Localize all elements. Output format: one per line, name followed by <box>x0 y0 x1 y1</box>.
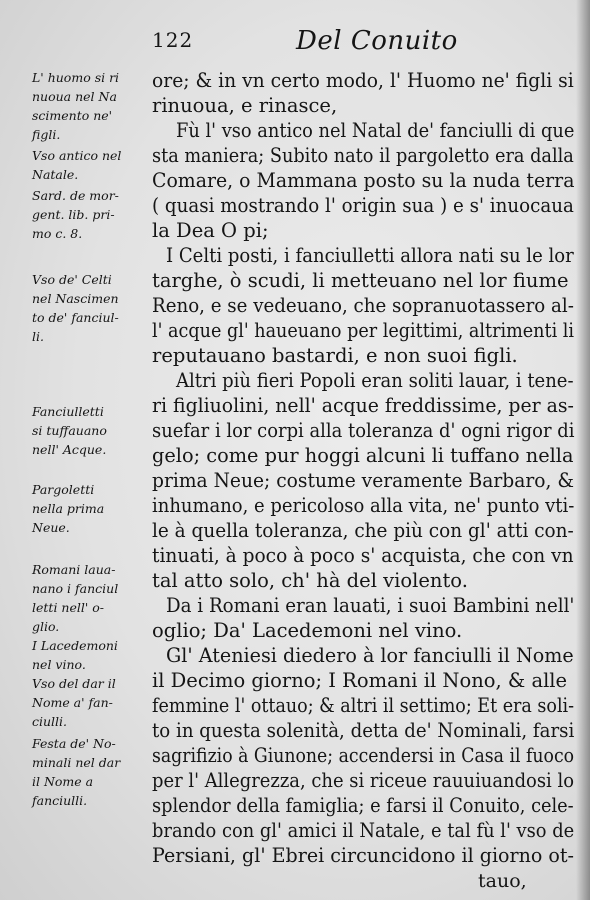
margin-note-line: fanciulli. <box>32 793 88 808</box>
text-line: ri figliuolini, nell' acque freddissime, per as- <box>152 394 574 417</box>
page-number: 122 <box>152 28 194 52</box>
margin-note-line: minali nel dar <box>32 755 121 770</box>
text-line: I Celti posti, i fanciulletti allora nati su le lor <box>166 244 574 267</box>
text-line: Persiani, gl' Ebrei circuncidono il giorno ot- <box>152 844 574 867</box>
text-line: Reno, e se vedeuano, che sopranuotassero al- <box>152 294 574 317</box>
text-line: splendor della famiglia; e farsi il Conuito, cele- <box>152 794 574 817</box>
margin-note-line: nano i fanciul <box>32 581 119 596</box>
running-title: Del Conuito <box>296 26 458 56</box>
margin-note-line: Vso antico nel <box>32 148 122 163</box>
margin-note-line: figli. <box>32 127 61 142</box>
text-line: tal atto solo, ch' hà del violento. <box>152 569 468 592</box>
margin-note-line: il Nome a <box>32 774 94 789</box>
text-line: le à quella toleranza, che più con gl' atti con- <box>152 519 574 542</box>
text-line: targhe, ò scudi, li metteuano nel lor fiume <box>152 269 569 292</box>
text-line: reputauano bastardi, e non suoi figli. <box>152 344 518 367</box>
text-line: suefar i lor corpi alla toleranza d' ogni rigor di <box>152 419 575 442</box>
margin-note-line: letti nell' o- <box>32 600 105 615</box>
text-line: rinuoua, e rinasce, <box>152 94 338 117</box>
text-line: sta maniera; Subito nato il pargoletto era dalla <box>152 144 574 167</box>
text-line: Altri più fieri Popoli eran soliti lauar, i tene- <box>176 369 574 392</box>
margin-note-line: nuoua nel Na <box>32 89 117 104</box>
text-line: prima Neue; costume veramente Barbaro, & <box>152 469 574 492</box>
margin-note-line: Pargoletti <box>32 482 95 497</box>
margin-note-line: glio. <box>32 619 60 634</box>
margin-note-line: mo c. 8. <box>32 226 83 241</box>
text-line: sagrifizio à Giunone; accendersi in Casa il fuoco <box>152 744 575 767</box>
margin-note-line: Natale. <box>32 167 79 182</box>
text-line: la Dea O pi; <box>152 219 269 242</box>
margin-note-line: Sard. de mor- <box>32 188 119 203</box>
margin-note-line: L' huomo si ri <box>32 70 120 85</box>
text-line: l' acque gl' haueuano per legittimi, altrimenti li <box>152 319 575 342</box>
margin-note-line: ciulli. <box>32 714 68 729</box>
margin-note-line: scimento ne' <box>32 108 113 123</box>
text-line: to in questa solenità, detta de' Nominali, farsi <box>152 719 575 742</box>
text-line: femmine l' ottauo; & altri il settimo; Et era soli- <box>152 694 575 717</box>
text-line: Da i Romani eran lauati, i suoi Bambini nell' <box>166 594 575 617</box>
margin-note-line: Fanciulletti <box>32 404 104 419</box>
margin-note-line: I Lacedemoni <box>32 638 118 653</box>
margin-note-line: Vso de' Celti <box>32 272 112 287</box>
margin-note-line: Festa de' No- <box>32 736 116 751</box>
margin-note-line: nell' Acque. <box>32 442 107 457</box>
margin-note-line: Nome a' fan- <box>32 695 113 710</box>
margin-note-line: gent. lib. pri- <box>32 207 115 222</box>
text-line: tinuati, à poco à poco s' acquista, che con vn <box>152 544 574 567</box>
margin-note-line: nel Nascimen <box>32 291 119 306</box>
margin-note-line: Vso del dar il <box>32 676 116 691</box>
margin-note-line: Neue. <box>32 520 70 535</box>
text-line: Gl' Ateniesi diedero à lor fanciulli il Nome <box>166 644 574 667</box>
text-line: ore; & in vn certo modo, l' Huomo ne' figli si <box>152 69 574 92</box>
text-line: gelo; come pur hoggi alcuni li tuffano nella <box>152 444 574 467</box>
margin-note-line: nella prima <box>32 501 105 516</box>
text-line: inhumano, e pericoloso alla vita, ne' punto vti- <box>152 494 575 517</box>
text-line: brando con gl' amici il Natale, e tal fù l' vso de <box>152 819 575 842</box>
text-line: per l' Allegrezza, che si riceue rauuiuandosi lo <box>152 769 575 792</box>
margin-note-line: nel vino. <box>32 657 86 672</box>
catchword: tauo, <box>478 870 527 892</box>
margin-note-line: Romani laua- <box>32 562 116 577</box>
text-line: il Decimo giorno; I Romani il Nono, & alle <box>152 669 568 692</box>
margin-note-line: si tuffauano <box>32 423 107 438</box>
text-line: Fù l' vso antico nel Natal de' fanciulli di que <box>176 119 575 142</box>
margin-note-line: to de' fanciul- <box>32 310 119 325</box>
text-line: ( quasi mostrando l' origin sua ) e s' inuocaua <box>152 194 574 217</box>
margin-note-line: li. <box>32 329 44 344</box>
text-line: oglio; Da' Lacedemoni nel vino. <box>152 619 463 642</box>
text-line: Comare, o Mammana posto su la nuda terra <box>152 169 575 192</box>
